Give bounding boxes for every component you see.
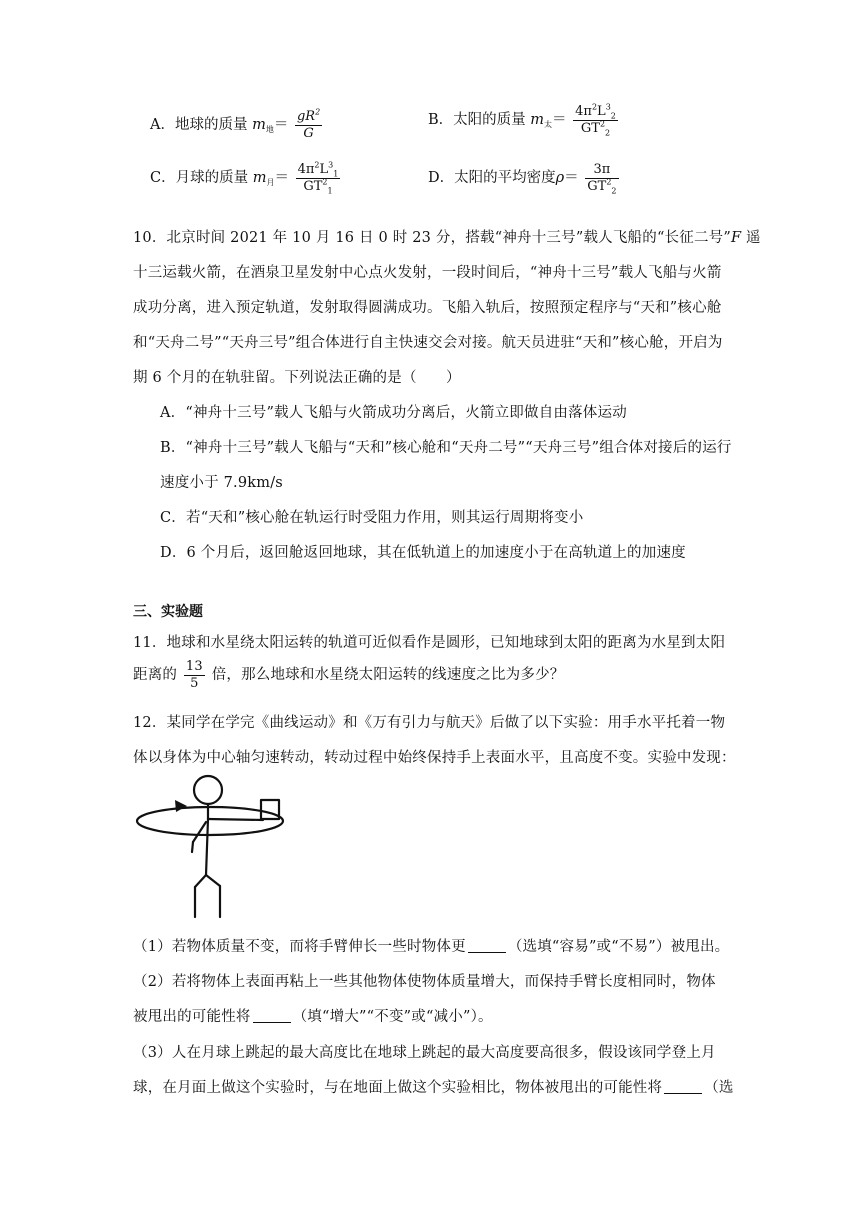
q12-part-3-end: （选 (704, 1080, 734, 1096)
q12-part-1 (133, 935, 729, 956)
q9-b-sub: 太 (544, 120, 553, 130)
q12-part-2-text: 被甩出的可能性将 (133, 1009, 251, 1025)
q11-frac-den: 5 (190, 675, 199, 691)
answer-blank-3[interactable] (664, 1079, 702, 1094)
q9-d-den-sup: 2 (606, 177, 612, 187)
q9-option-b (428, 102, 620, 138)
person-arm (208, 819, 263, 820)
q12-part-1-end: （选填“容易”或“不易”）被甩出。 (507, 939, 730, 955)
rotation-arrow-icon (175, 800, 187, 812)
q9-c-den: GT (303, 178, 323, 194)
q12-part-2-end: （填“增大”“不变”或“减小”）。 (292, 1009, 493, 1025)
q10-line-2: 十三运载火箭，在酒泉卫星发射中心点火发射，一段时间后，“神舟十三号”载人飞船与火箭 (133, 265, 722, 281)
q9-c-num: 4π (297, 162, 315, 177)
q9-c-num2-sup: 3 (328, 160, 334, 170)
q12-part-3-line-2 (133, 1076, 734, 1097)
answer-blank-1[interactable] (468, 938, 506, 953)
q11-line-1: 11．地球和水星绕太阳运转的轨道可近似看作是圆形，已知地球到太阳的距离为水星到太阳 (133, 635, 726, 651)
q10-line-5: 期 6 个月的在轨驻留。下列说法正确的是（ ） (133, 370, 461, 386)
q9-option-b-text: B．太阳的质量 (428, 112, 526, 129)
q9-a-eq: ＝ (273, 117, 289, 134)
q9-c-num2: L (319, 162, 329, 177)
q9-c-eq: ＝ (274, 170, 289, 187)
q9-b-num-sup: 2 (591, 102, 598, 112)
q10-line-1 (133, 226, 761, 247)
q9-c-num-sup: 2 (314, 160, 320, 170)
person-head (194, 776, 222, 804)
q9-option-d-text: D．太阳的平均密度 (428, 170, 556, 187)
q10-line-3: 成功分离，进入预定轨道，发射取得圆满成功。飞船入轨后，按照预定程序与“天和”核心舱 (133, 300, 722, 316)
answer-blank-2[interactable] (253, 1008, 291, 1023)
q9-a-formula (295, 107, 322, 141)
q12-line-2: 体以身体为中心轴匀速转动，转动过程中始终保持手上表面水平，且高度不变。实验中发现： (133, 750, 736, 766)
q9-d-var: ρ (555, 170, 565, 187)
q12-part-1-text: （1）若物体质量不变，而将手臂伸长一些时物体更 (133, 939, 466, 955)
q9-b-den-sup: 2 (599, 119, 606, 129)
q9-option-c (150, 160, 342, 196)
q9-b-num: 4π (575, 104, 592, 119)
q9-option-c-text: C．月球的质量 (150, 170, 249, 187)
q9-d-den-sub: 2 (611, 186, 617, 196)
q10-line-1-end: 遥 (741, 230, 761, 246)
q9-c-den-sup: 2 (322, 177, 328, 187)
q10-option-a: A．“神舟十三号”载人飞船与火箭成功分离后，火箭立即做自由落体运动 (160, 405, 627, 421)
person-body (206, 819, 208, 875)
q9-d-den: GT (587, 178, 607, 194)
q11-line-2-start: 距离的 (133, 667, 178, 684)
q12-part-2-line-1: （2）若将物体上表面再粘上一些其他物体使物体质量增大，而保持手臂长度相同时，物体 (133, 974, 716, 990)
q9-b-formula (573, 102, 618, 138)
q9-option-d (428, 162, 621, 196)
q9-option-a (150, 107, 324, 141)
q9-b-num2-sup: 3 (605, 102, 611, 112)
q12-part-2-line-2 (133, 1005, 493, 1026)
q10-option-b-line-2: 速度小于 7.9km/s (160, 475, 283, 491)
q9-b-var: m (530, 112, 545, 129)
q9-a-num-sup: 2 (315, 107, 321, 117)
q9-b-num2: L (597, 104, 606, 119)
q11-fraction (184, 660, 205, 690)
q10-option-b-line-1: B．“神舟十三号”载人飞船与“天和”核心舱和“天舟二号”“天舟三号”组合体对接后的运行 (160, 440, 732, 456)
q10-option-d: D．6 个月后，返回舱返回地球，其在低轨道上的加速度小于在高轨道上的加速度 (160, 545, 686, 561)
object-box (261, 800, 279, 819)
q9-b-eq: ＝ (552, 112, 567, 129)
q12-part-3-text: 球，在月面上做这个实验时，与在地面上做这个实验相比，物体被甩出的可能性将 (133, 1080, 663, 1096)
q9-d-formula (585, 162, 618, 196)
q10-line-1-text: 10．北京时间 2021 年 10 月 16 日 0 时 23 分，搭载“神舟十三号”载人飞船的“长征二号” (133, 230, 731, 246)
q9-b-den: GT (580, 120, 600, 136)
section-heading: 三、实验题 (133, 604, 203, 620)
rotation-figure (135, 772, 295, 922)
q9-d-num: 3π (585, 163, 618, 179)
q11-line-2 (133, 660, 565, 690)
q9-c-num2-sub: 1 (333, 169, 339, 179)
q10-option-c: C．若“天和”核心舱在轨运行时受阻力作用，则其运行周期将变小 (160, 510, 584, 526)
q11-frac-num: 13 (185, 659, 203, 674)
q10-line-4: 和“天舟二号”“天舟三号”组合体进行自主快速交会对接。航天员进驻“天和”核心舱，开启为 (133, 335, 723, 351)
q9-a-var: m (252, 117, 266, 134)
q12-part-3-line-1: （3）人在月球上跳起的最大高度比在地球上跳起的最大高度要高很多，假设该同学登上月 (133, 1045, 716, 1061)
q9-c-formula (296, 160, 341, 196)
q9-d-eq: ＝ (564, 170, 579, 187)
q12-line-1: 12．某同学在学完《曲线运动》和《万有引力与航天》后做了以下实验：用手水平托着一物 (133, 715, 726, 731)
q9-c-sub: 月 (266, 178, 275, 188)
q9-option-a-text: A．地球的质量 (150, 117, 248, 134)
q9-b-num2-sub: 2 (610, 111, 616, 121)
q9-c-den-sub: 1 (327, 186, 333, 196)
q11-line-2-end: 倍，那么地球和水星绕太阳运转的线速度之比为多少？ (211, 667, 565, 684)
q9-c-var: m (252, 170, 267, 187)
q10-rocket-letter: F (730, 230, 742, 246)
q9-a-num: gR (296, 109, 316, 124)
q9-b-den-sub: 2 (605, 128, 611, 138)
q9-a-sub: 地 (265, 125, 274, 135)
q9-a-den: G (303, 125, 314, 141)
